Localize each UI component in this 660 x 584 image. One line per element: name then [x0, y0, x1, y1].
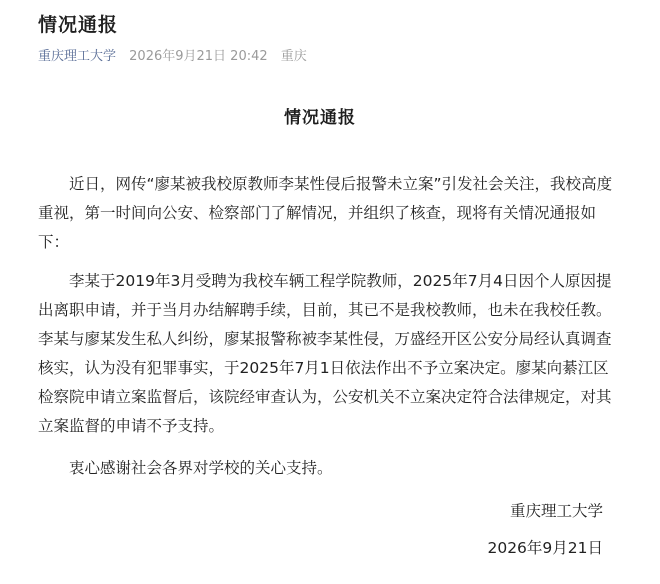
signature-date: 2026年9月21日	[487, 539, 603, 557]
article-meta	[38, 45, 316, 64]
publish-location: 重庆	[280, 49, 307, 64]
publish-time: 2026年9月21日 20:42	[129, 49, 268, 64]
account-name-link[interactable]: 重庆理工大学	[38, 49, 117, 64]
signature-organization: 重庆理工大学	[509, 502, 603, 520]
notice-heading: 情况通报	[284, 108, 356, 128]
body-paragraph-intro: 近日，网传“廖某被我校原教师李某性侵后报警未立案”引发社会关注，我校高度重视，第一时间向公安、检察部门了解情况，并组织了核查，现将有关情况通报如下：	[38, 175, 613, 251]
body-paragraph-details: 李某于2019年3月受聘为我校车辆工程学院教师，2025年7月4日因个人原因提出离职申请，并于当月办结解聘手续，目前，其已不是我校教师，也未在我校任教。李某与廖某发生私人纠纷，廖某报警称被李某性侵，万盛经开区公安分局经认真调查核实，认为没有犯罪事实，于2025年7月1日依法作出不予立案决定。廖某向綦江区检察院申请立案监督后，该院经审查认为，公安机关不立案决定符合法律规定，对其立案监督的申请不予支持。	[38, 272, 612, 435]
page-title: 情况通报	[38, 14, 119, 36]
body-paragraph-thanks: 衷心感谢社会各界对学校的关心支持。	[69, 459, 333, 477]
